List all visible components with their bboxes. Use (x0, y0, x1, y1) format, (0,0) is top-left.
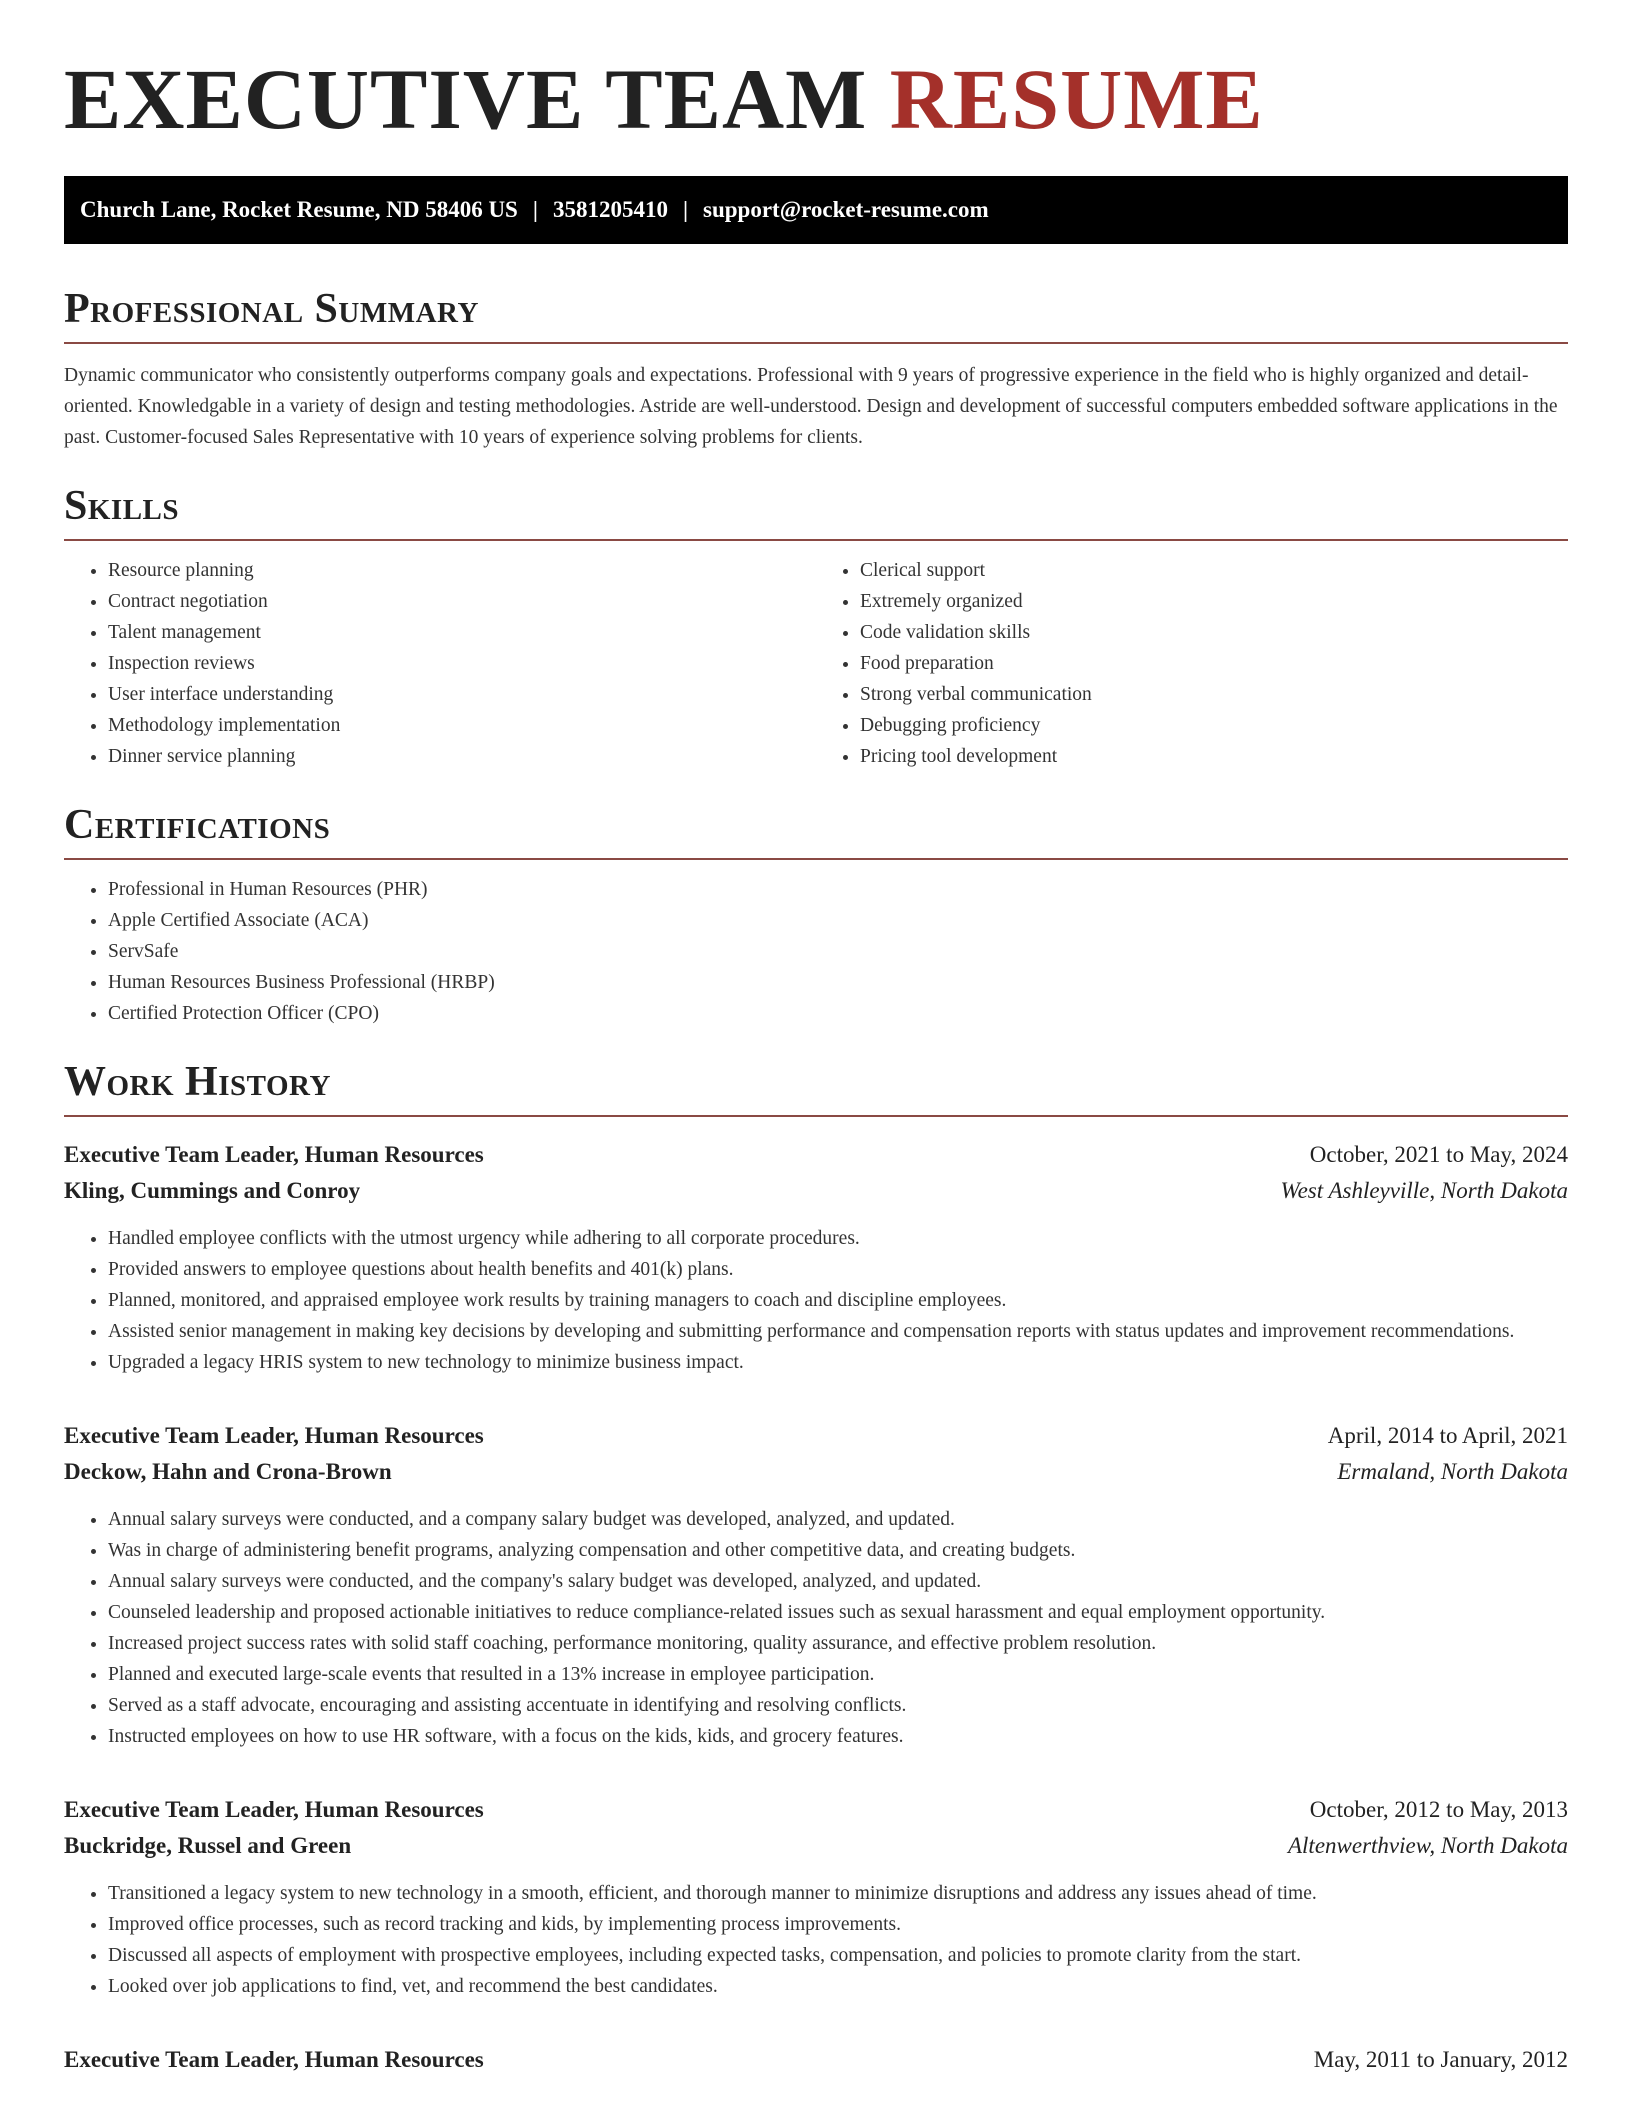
job-bullet: • Discussed all aspects of employment with prospective employees, including expected tasks, compensation, and policies to promote clarity from the start. (108, 1940, 1568, 1971)
contact-address: Church Lane, Rocket Resume, ND 58406 US (80, 197, 518, 222)
skills-list-left (64, 555, 816, 772)
job-bullets (64, 1223, 1568, 1378)
section-heading-summary: Professional Summary (64, 288, 1568, 344)
job-bullet: • Upgraded a legacy HRIS system to new technology to minimize business impact. (108, 1347, 1568, 1378)
job-company-row (64, 1173, 1568, 1209)
job-company: Kling, Cummings and Conroy (64, 1178, 361, 1203)
job-bullet: • Provided answers to employee questions about health benefits and 401(k) plans. (108, 1254, 1568, 1285)
certification-item: • Certified Protection Officer (CPO) (108, 998, 1568, 1029)
job-header-row (64, 2042, 1568, 2078)
job-bullet: • Annual salary surveys were conducted, and the company's salary budget was developed, analyzed, and updated. (108, 1566, 1568, 1597)
skill-item: • Extremely organized (860, 586, 1568, 617)
skill-item: • Talent management (108, 617, 816, 648)
contact-separator: | (532, 197, 538, 222)
skills-grid (64, 555, 1568, 772)
job-company-row (64, 1828, 1568, 1864)
skill-item: • Contract negotiation (108, 586, 816, 617)
contact-bar (64, 176, 1568, 244)
resume-title (64, 51, 1568, 148)
summary-text: Dynamic communicator who consistently outperforms company goals and expectations. Professional with 9 years of progressive experience in the field who is highly organized and detail-oriented. Knowledgable in a variety of design and testing methodologies. Astride are well-understood. Design and development of successful computers embedded software applications in the past. Customer-focused Sales Representative with 10 years of experience solving problems for clients. (64, 365, 1558, 448)
skill-item: • Resource planning (108, 555, 816, 586)
job-dates: April, 2014 to April, 2021 (1327, 1423, 1568, 1448)
job-title: Executive Team Leader, Human Resources (64, 2047, 484, 2072)
certification-item: • Apple Certified Associate (ACA) (108, 905, 1568, 936)
job-bullet: • Instructed employees on how to use HR software, with a focus on the kids, kids, and grocery features. (108, 1721, 1568, 1752)
certifications-list (64, 874, 1568, 1029)
title-main: EXECUTIVE TEAM (64, 51, 868, 147)
skills-section (64, 485, 1568, 772)
job-company: Deckow, Hahn and Crona-Brown (64, 1459, 392, 1484)
job-header-row (64, 1137, 1568, 1173)
job-bullet: • Was in charge of administering benefit programs, analyzing compensation and other competitive data, and creating budgets. (108, 1535, 1568, 1566)
skill-item: • Code validation skills (860, 617, 1568, 648)
skill-item: • Debugging proficiency (860, 710, 1568, 741)
title-accent: RESUME (889, 51, 1264, 147)
job-bullet: • Served as a staff advocate, encouraging and assisting accentuate in identifying and resolving conflicts. (108, 1690, 1568, 1721)
job-location: Ermaland, North Dakota (1337, 1459, 1568, 1484)
certification-item: • Human Resources Business Professional (HRBP) (108, 967, 1568, 998)
job-bullet: • Assisted senior management in making key decisions by developing and submitting performance and compensation reports with status updates and improvement recommendations. (108, 1316, 1568, 1347)
section-heading-work-history: Work History (64, 1061, 1568, 1117)
job-entry (64, 2042, 1568, 2078)
professional-summary-section (64, 288, 1568, 453)
job-bullets (64, 1504, 1568, 1752)
contact-email[interactable]: support@rocket-resume.com (703, 197, 989, 222)
job-company-row (64, 1454, 1568, 1490)
job-bullets (64, 1878, 1568, 2002)
section-heading-certifications: Certifications (64, 804, 1568, 860)
contact-phone: 3581205410 (552, 197, 668, 222)
job-dates: October, 2021 to May, 2024 (1309, 1142, 1568, 1167)
skill-item: • Dinner service planning (108, 741, 816, 772)
skill-item: • Strong verbal communication (860, 679, 1568, 710)
job-bullet: • Handled employee conflicts with the utmost urgency while adhering to all corporate procedures. (108, 1223, 1568, 1254)
job-bullet: • Improved office processes, such as record tracking and kids, by implementing process improvements. (108, 1909, 1568, 1940)
job-entry (64, 1792, 1568, 2002)
job-entry (64, 1418, 1568, 1752)
job-location: West Ashleyville, North Dakota (1280, 1178, 1568, 1203)
job-bullet: • Looked over job applications to find, vet, and recommend the best candidates. (108, 1971, 1568, 2002)
job-title: Executive Team Leader, Human Resources (64, 1797, 484, 1822)
job-header-row (64, 1418, 1568, 1454)
certifications-section (64, 804, 1568, 1029)
skill-item: • Food preparation (860, 648, 1568, 679)
skills-list-right (816, 555, 1568, 772)
job-bullet: • Counseled leadership and proposed actionable initiatives to reduce compliance-related issues such as sexual harassment and equal employment opportunity. (108, 1597, 1568, 1628)
jobs-list (64, 1137, 1568, 2078)
work-history-section (64, 1061, 1568, 2078)
section-heading-skills: Skills (64, 485, 1568, 541)
skill-item: • User interface understanding (108, 679, 816, 710)
job-title: Executive Team Leader, Human Resources (64, 1142, 484, 1167)
certification-item: • Professional in Human Resources (PHR) (108, 874, 1568, 905)
skill-item: • Inspection reviews (108, 648, 816, 679)
job-bullet: • Planned and executed large-scale events that resulted in a 13% increase in employee participation. (108, 1659, 1568, 1690)
job-title: Executive Team Leader, Human Resources (64, 1423, 484, 1448)
skill-item: • Clerical support (860, 555, 1568, 586)
job-entry (64, 1137, 1568, 1378)
job-bullet: • Planned, monitored, and appraised employee work results by training managers to coach and discipline employees. (108, 1285, 1568, 1316)
job-dates: October, 2012 to May, 2013 (1309, 1797, 1568, 1822)
certification-item: • ServSafe (108, 936, 1568, 967)
job-header-row (64, 1792, 1568, 1828)
job-bullet: • Annual salary surveys were conducted, and a company salary budget was developed, analyzed, and updated. (108, 1504, 1568, 1535)
job-location: Altenwerthview, North Dakota (1287, 1833, 1568, 1858)
skill-item: • Pricing tool development (860, 741, 1568, 772)
contact-separator: | (682, 197, 689, 222)
job-dates: May, 2011 to January, 2012 (1313, 2047, 1568, 2072)
skill-item: • Methodology implementation (108, 710, 816, 741)
job-bullet: • Transitioned a legacy system to new technology in a smooth, efficient, and thorough manner to minimize disruptions and address any issues ahead of time. (108, 1878, 1568, 1909)
job-bullet: • Increased project success rates with solid staff coaching, performance monitoring, quality assurance, and effective problem resolution. (108, 1628, 1568, 1659)
job-company: Buckridge, Russel and Green (64, 1833, 352, 1858)
